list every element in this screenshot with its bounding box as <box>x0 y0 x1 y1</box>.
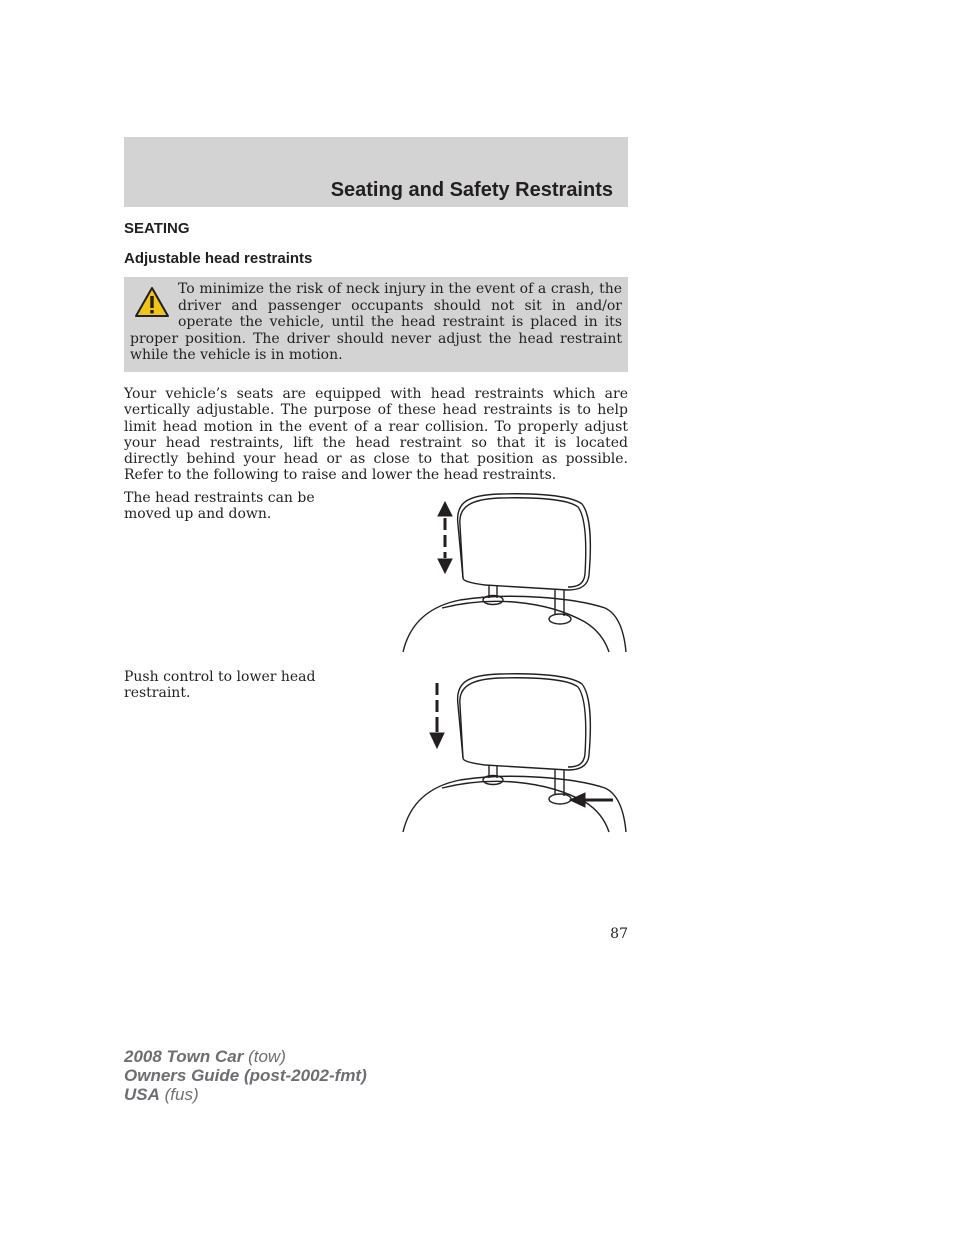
warning-triangle-icon <box>134 286 170 318</box>
footer-market-code: (fus) <box>164 1085 199 1104</box>
header-band <box>124 137 628 207</box>
head-restraint-up-down-illustration <box>400 490 630 655</box>
footer <box>124 1047 367 1104</box>
figure-caption-up-down: The head restraints can be moved up and down. <box>124 490 315 523</box>
footer-model: 2008 Town Car <box>124 1047 244 1066</box>
page-title: Seating and Safety Restraints <box>330 179 613 201</box>
section-heading: SEATING <box>124 220 190 237</box>
body-paragraph: Your vehicle’s seats are equipped with head restraints which are vertically adjustable. The purpose of these head restraints is to help limit head motion in the event of a rear collision. To properly adjust your head restraints, lift the head restraint so that it is located directly behind your head or as close to that position as possible. Refer to the following to raise and lower the head restraints. <box>124 386 628 484</box>
footer-guide: Owners Guide (post-2002-fmt) <box>124 1066 367 1085</box>
footer-market: USA <box>124 1085 160 1104</box>
head-restraint-lower-illustration <box>400 670 630 835</box>
warning-text: To minimize the risk of neck injury in the event of a crash, the driver and passenger occupants should not sit in and/or operate the vehicle, until the head restraint is placed in its proper position. The driver should never adjust the head restraint while the vehicle is in motion. <box>130 281 622 363</box>
figure-caption-lower: Push control to lower head restraint. <box>124 669 316 702</box>
footer-model-code: (tow) <box>248 1047 286 1066</box>
warning-box <box>124 277 628 372</box>
page-number: 87 <box>610 926 628 942</box>
subheading: Adjustable head restraints <box>124 250 313 267</box>
